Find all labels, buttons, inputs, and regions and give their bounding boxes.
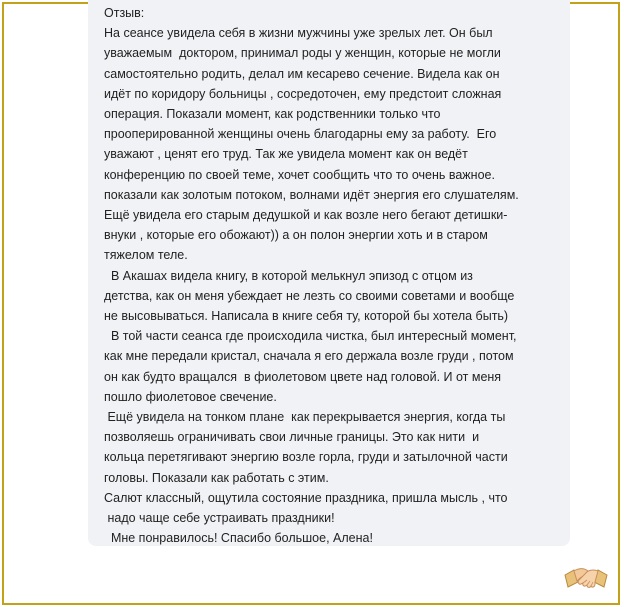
review-line: как мне передали кристал, сначала я его держала возле груди , потом (104, 349, 514, 364)
review-line: уважаемым доктором, принимал роды у женщин, которые не могли (104, 46, 501, 61)
review-line: прооперированной женщины очень благодарны ему за работу. Его (104, 127, 497, 142)
review-line: головы. Показали как работать с этим. (104, 470, 329, 485)
review-line: показали как золотым потоком, волнами идёт энергия его слушателям. (104, 187, 519, 202)
review-line: он как будто вращался в фиолетовом цвете над головой. И от меня (104, 369, 502, 384)
review-heading: Отзыв: (104, 6, 145, 20)
review-line: кольца перетягивают энергию возле горла, груди и затылочной части (104, 450, 508, 465)
review-line: пошло фиолетовое свечение. (104, 389, 277, 404)
review-line: самостоятельно родить, делал им кесарево сечение. Видела как он (104, 66, 500, 81)
review-line: позволяешь ограничивать свои личные границы. Это как нити и (104, 430, 480, 445)
review-signoff: Мне понравилось! Спасибо большое, Алена! (104, 531, 373, 546)
review-text (104, 3, 564, 548)
review-line: На сеансе увидела себя в жизни мужчины уже зрелых лет. Он был (104, 26, 493, 41)
review-line: Салют классный, ощутила состояние праздника, пришла мысль , что (104, 490, 508, 505)
review-line: В Акашах видела книгу, в которой мелькнул эпизод с отцом из (104, 268, 473, 283)
review-line: Ещё увидела его старым дедушкой и как возле него бегают детишки- (104, 208, 508, 223)
review-line: тяжелом теле. (104, 248, 188, 263)
review-line: не высовываться. Написала в книге себя ту, которой бы хотела быть) (104, 309, 509, 324)
review-line: детства, как он меня убеждает не лезть со своими советами и вообще (104, 288, 515, 303)
review-line: идёт по коридору больницы , сосредоточен, ему предстоит сложная (104, 86, 502, 101)
review-line: конференцию по своей теме, хочет сообщить что то очень важное. (104, 167, 495, 182)
review-line: надо чаще себе устраивать праздники! (104, 511, 335, 526)
handshake-icon (564, 560, 608, 596)
review-line: операция. Показали момент, как родственники только что (104, 107, 441, 122)
review-line: внуки , которые его обожают)) а он полон энергии хоть и в старом (104, 228, 488, 243)
review-line: Ещё увидела на тонком плане как перекрывается энергия, когда ты (104, 410, 506, 425)
review-line: В той части сеанса где происходила чистка, был интересный момент, (104, 329, 517, 344)
review-line: уважают , ценят его труд. Так же увидела момент как он ведёт (104, 147, 468, 162)
